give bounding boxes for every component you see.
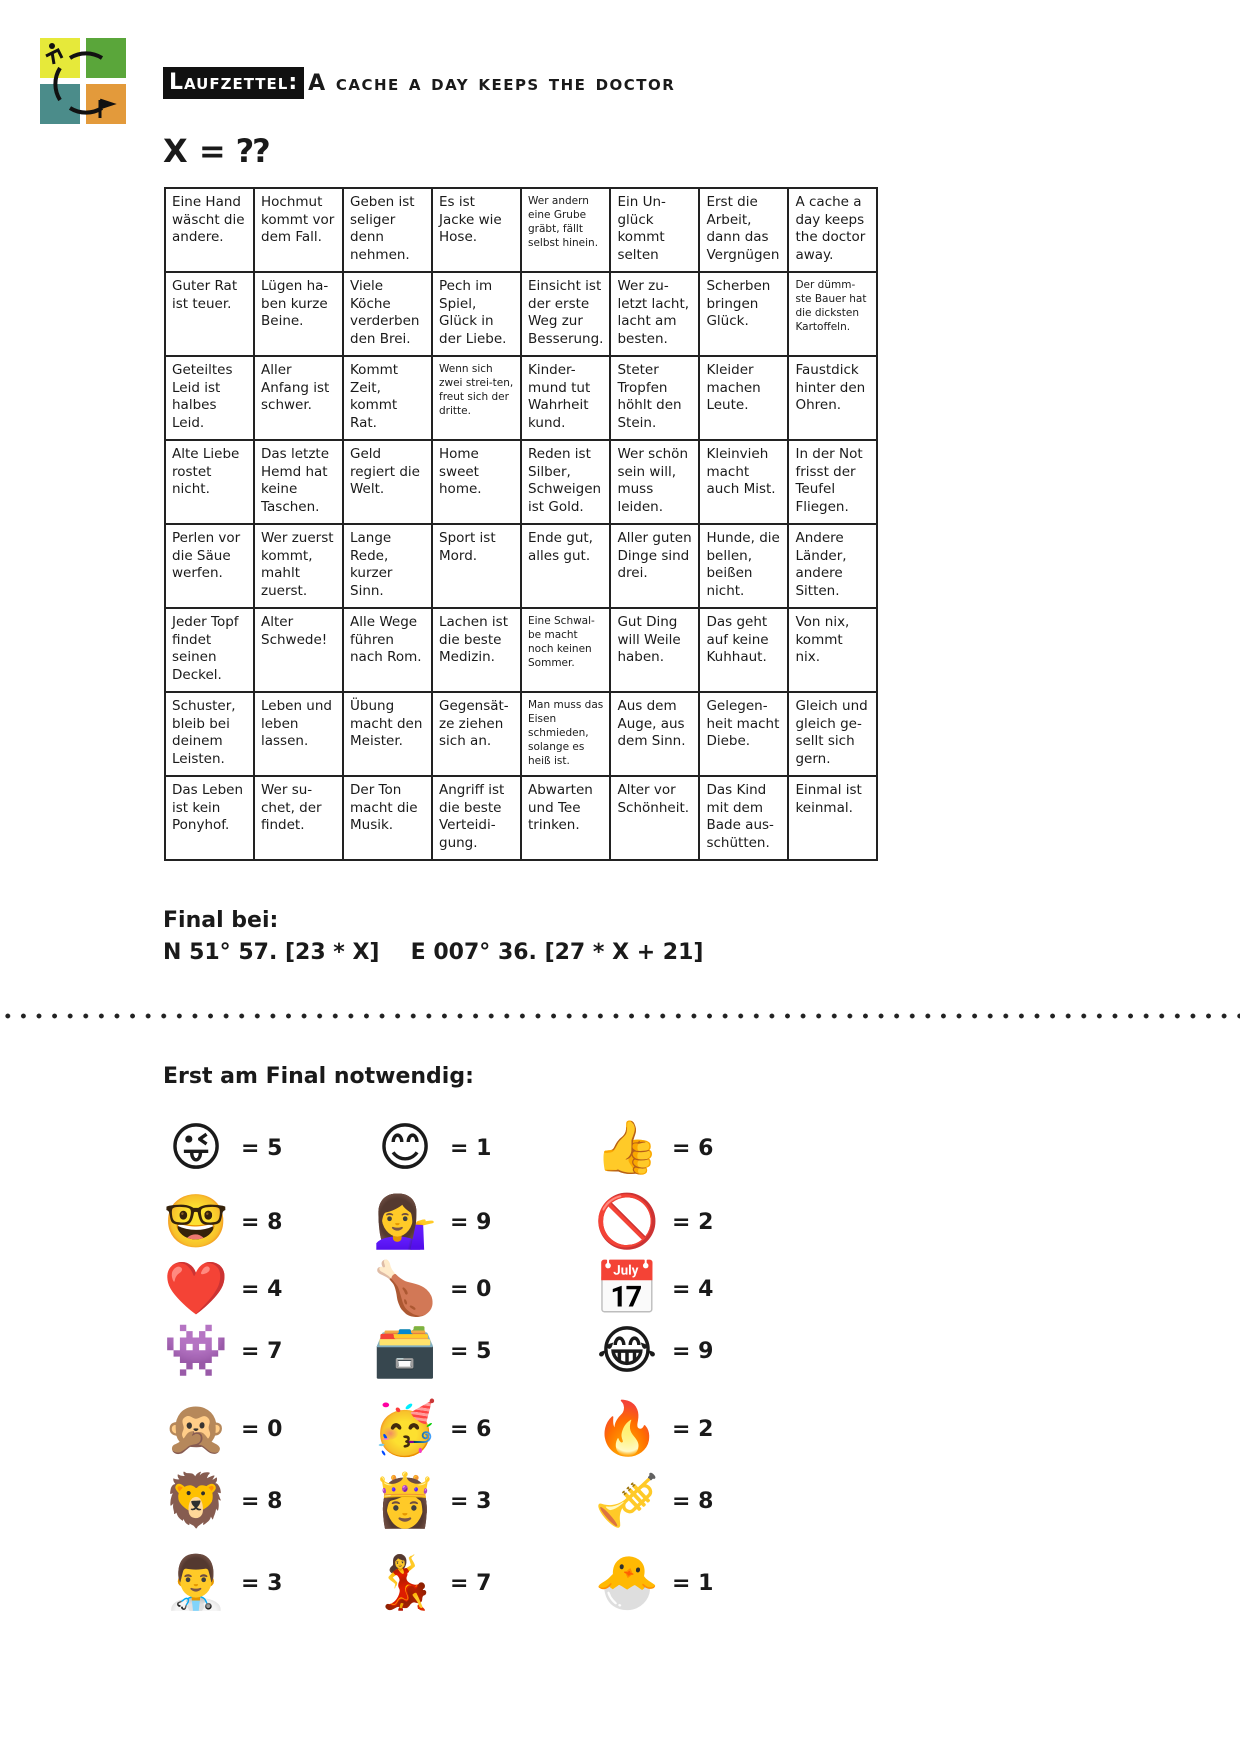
grid-cell: Geld regiert die Welt. <box>343 440 432 524</box>
emoji-legend-item <box>163 1256 282 1322</box>
emoji-value: = 1 <box>450 1135 492 1161</box>
grid-cell: Alter vor Schönheit. <box>610 776 699 860</box>
grid-cell: Wenn sich zwei strei-ten, freut sich der dritte. <box>432 356 521 440</box>
emoji-value: = 0 <box>241 1416 283 1442</box>
grid-cell: Hunde, die bellen, beißen nicht. <box>699 524 788 608</box>
woman-tipping-hand-icon: 💁‍♀️ <box>372 1192 438 1252</box>
grid-cell: Faustdick hinter den Ohren. <box>788 356 877 440</box>
x-variable-line: X = ⁇ <box>163 132 270 170</box>
grid-cell: Ende gut, alles gut. <box>521 524 610 608</box>
grid-row <box>165 356 877 440</box>
grid-cell: Kommt Zeit, kommt Rat. <box>343 356 432 440</box>
grid-cell: Kleinvieh macht auch Mist. <box>699 440 788 524</box>
emoji-legend-item <box>594 1550 713 1616</box>
emoji-value: = 5 <box>241 1135 283 1161</box>
grid-cell: Jeder Topf findet seinen Deckel. <box>165 608 254 692</box>
grid-cell: Wer zuerst kommt, mahlt zuerst. <box>254 524 343 608</box>
emoji-legend-item <box>163 1396 282 1462</box>
red-heart-icon: ❤️ <box>163 1259 229 1319</box>
grid-row <box>165 608 877 692</box>
grid-cell: Einsicht ist der erste Weg zur Besserung. <box>521 272 610 356</box>
grid-row <box>165 692 877 776</box>
final-east: E 007° 36. [27 * X + 21] <box>410 940 704 965</box>
grid-cell: Steter Tropfen höhlt den Stein. <box>610 356 699 440</box>
cut-line-divider <box>0 1012 1240 1020</box>
proverb-grid <box>164 187 878 861</box>
grid-cell: Wer su-chet, der findet. <box>254 776 343 860</box>
emoji-legend-item <box>594 1396 713 1462</box>
grid-cell: Sport ist Mord. <box>432 524 521 608</box>
emoji-value: = 9 <box>672 1338 714 1364</box>
emoji-legend-item <box>372 1550 491 1616</box>
grid-cell: Gleich und gleich ge-sellt sich gern. <box>788 692 877 776</box>
grid-cell: Gelegen-heit macht Diebe. <box>699 692 788 776</box>
grid-cell: Wer schön sein will, muss leiden. <box>610 440 699 524</box>
grid-cell: Wer zu-letzt lacht, lacht am besten. <box>610 272 699 356</box>
nerd-face-icon: 🤓 <box>163 1192 229 1252</box>
grid-cell: Wer andern eine Grube gräbt, fällt selbst hinein. <box>521 188 610 272</box>
emoji-value: = 1 <box>672 1570 714 1596</box>
grid-cell: Das geht auf keine Kuhhaut. <box>699 608 788 692</box>
grid-cell: Lügen ha-ben kurze Beine. <box>254 272 343 356</box>
lion-face-icon: 🦁 <box>163 1471 229 1531</box>
grid-cell: Eine Hand wäscht die andere. <box>165 188 254 272</box>
grid-cell: Perlen vor die Säue werfen. <box>165 524 254 608</box>
grid-row <box>165 524 877 608</box>
grid-cell: Geteiltes Leid ist halbes Leid. <box>165 356 254 440</box>
emoji-value: = 6 <box>672 1135 714 1161</box>
grid-cell: Eine Schwal-be macht noch keinen Sommer. <box>521 608 610 692</box>
emoji-value: = 0 <box>450 1276 492 1302</box>
needed-at-final-label: Erst am Final notwendig: <box>163 1064 474 1089</box>
partying-face-icon: 🥳 <box>372 1399 438 1459</box>
emoji-value: = 2 <box>672 1416 714 1442</box>
health-worker-icon: 👨‍⚕️ <box>163 1553 229 1613</box>
emoji-value: = 8 <box>241 1209 283 1235</box>
grid-row <box>165 188 877 272</box>
emoji-legend-item <box>372 1256 491 1322</box>
grid-cell: Einmal ist keinmal. <box>788 776 877 860</box>
emoji-legend-item <box>372 1396 491 1462</box>
grid-cell: Schuster, bleib bei deinem Leisten. <box>165 692 254 776</box>
emoji-value: = 4 <box>672 1276 714 1302</box>
final-coordinates <box>163 905 703 969</box>
emoji-legend-item <box>163 1189 282 1255</box>
grid-cell: Alter Schwede! <box>254 608 343 692</box>
grid-cell: Andere Länder, andere Sitten. <box>788 524 877 608</box>
emoji-value: = 8 <box>241 1488 283 1514</box>
grid-cell: Erst die Arbeit, dann das Vergnügen <box>699 188 788 272</box>
emoji-legend-item <box>372 1189 491 1255</box>
grid-cell: Es ist Jacke wie Hose. <box>432 188 521 272</box>
emoji-legend-item <box>372 1318 491 1384</box>
emoji-value: = 8 <box>672 1488 714 1514</box>
grid-cell: Lange Rede, kurzer Sinn. <box>343 524 432 608</box>
logo-mark-icon <box>40 38 126 124</box>
grid-cell: Aus dem Auge, aus dem Sinn. <box>610 692 699 776</box>
grid-cell: Man muss das Eisen schmieden, solange es heiß ist. <box>521 692 610 776</box>
grid-cell: Alte Liebe rostet nicht. <box>165 440 254 524</box>
header-label: Laufzettel: <box>163 67 304 99</box>
container-box-icon: 🗃️ <box>372 1321 438 1381</box>
grid-cell: Home sweet home. <box>432 440 521 524</box>
emoji-legend-item <box>163 1318 282 1384</box>
grid-cell: In der Not frisst der Teufel Fliegen. <box>788 440 877 524</box>
grid-cell: Der Ton macht die Musik. <box>343 776 432 860</box>
grid-cell: Scherben bringen Glück. <box>699 272 788 356</box>
emoji-legend-item <box>594 1468 713 1534</box>
thumbs-up-icon: 👍 <box>594 1118 660 1178</box>
emoji-legend-item <box>163 1115 282 1181</box>
grid-cell: Reden ist Silber, Schweigen ist Gold. <box>521 440 610 524</box>
grid-cell: Geben ist seliger denn nehmen. <box>343 188 432 272</box>
grid-cell: A cache a day keeps the doctor away. <box>788 188 877 272</box>
alien-monster-icon: 👾 <box>163 1321 229 1381</box>
grid-cell: Das Leben ist kein Ponyhof. <box>165 776 254 860</box>
grid-cell: Abwarten und Tee trinken. <box>521 776 610 860</box>
geocaching-logo <box>40 38 126 124</box>
header <box>163 66 675 100</box>
grid-cell: Aller guten Dinge sind drei. <box>610 524 699 608</box>
emoji-value: = 6 <box>450 1416 492 1442</box>
emoji-value: = 3 <box>241 1570 283 1596</box>
grid-cell: Der dümm-ste Bauer hat die dicksten Kartoffeln. <box>788 272 877 356</box>
grid-cell: Kleider machen Leute. <box>699 356 788 440</box>
hatching-chick-icon: 🐣 <box>594 1553 660 1613</box>
emoji-value: = 9 <box>450 1209 492 1235</box>
emoji-legend-item <box>594 1115 713 1181</box>
calendar-icon: 📅 <box>594 1259 660 1319</box>
grid-cell: Kinder-mund tut Wahrheit kund. <box>521 356 610 440</box>
grid-row <box>165 776 877 860</box>
grid-cell: Guter Rat ist teuer. <box>165 272 254 356</box>
emoji-value: = 7 <box>450 1570 492 1596</box>
emoji-legend-item <box>163 1550 282 1616</box>
grid-cell: Das Kind mit dem Bade aus-schütten. <box>699 776 788 860</box>
woman-dancing-icon: 💃 <box>372 1553 438 1613</box>
face-with-tears-of-joy-icon: 😂 <box>596 1321 658 1381</box>
grid-cell: Pech im Spiel, Glück in der Liebe. <box>432 272 521 356</box>
emoji-value: = 5 <box>450 1338 492 1364</box>
winking-face-with-tongue-icon: 😜 <box>168 1118 224 1178</box>
speak-no-evil-monkey-icon: 🙊 <box>163 1399 229 1459</box>
grid-cell: Gegensät-ze ziehen sich an. <box>432 692 521 776</box>
fire-icon: 🔥 <box>594 1399 660 1459</box>
grid-cell: Leben und leben lassen. <box>254 692 343 776</box>
grid-cell: Viele Köche verderben den Brei. <box>343 272 432 356</box>
emoji-value: = 4 <box>241 1276 283 1302</box>
emoji-value: = 7 <box>241 1338 283 1364</box>
grid-cell: Aller Anfang ist schwer. <box>254 356 343 440</box>
emoji-legend-item <box>594 1318 713 1384</box>
emoji-legend-item <box>372 1468 491 1534</box>
emoji-legend-item <box>163 1468 282 1534</box>
grid-cell: Angriff ist die beste Verteidi-gung. <box>432 776 521 860</box>
grid-cell: Das letzte Hemd hat keine Taschen. <box>254 440 343 524</box>
emoji-legend-item <box>594 1256 713 1322</box>
emoji-legend-item <box>594 1189 713 1255</box>
smiling-face-icon: 😊 <box>377 1118 433 1178</box>
grid-cell: Hochmut kommt vor dem Fall. <box>254 188 343 272</box>
final-label: Final bei: <box>163 908 279 933</box>
princess-icon: 👸 <box>372 1471 438 1531</box>
poultry-leg-icon: 🍗 <box>372 1259 438 1319</box>
emoji-value: = 3 <box>450 1488 492 1514</box>
grid-cell: Gut Ding will Weile haben. <box>610 608 699 692</box>
grid-cell: Übung macht den Meister. <box>343 692 432 776</box>
prohibited-icon: 🚫 <box>594 1192 660 1252</box>
header-title: A cache a day keeps the doctor <box>308 70 676 96</box>
grid-row <box>165 440 877 524</box>
grid-cell: Lachen ist die beste Medizin. <box>432 608 521 692</box>
emoji-value: = 2 <box>672 1209 714 1235</box>
trumpet-icon: 🎺 <box>594 1471 660 1531</box>
grid-cell: Von nix, kommt nix. <box>788 608 877 692</box>
grid-cell: Alle Wege führen nach Rom. <box>343 608 432 692</box>
grid-row <box>165 272 877 356</box>
final-north: N 51° 57. [23 * X] <box>163 940 380 965</box>
grid-cell: Ein Un-glück kommt selten <box>610 188 699 272</box>
emoji-legend-item <box>372 1115 491 1181</box>
